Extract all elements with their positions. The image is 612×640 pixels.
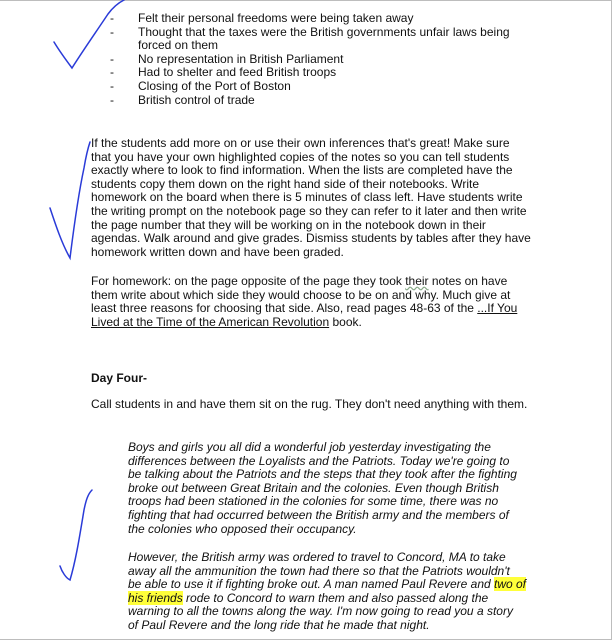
bullet-text: No representation in British Parliament (138, 51, 344, 66)
script-text-2: rode to Concord to warn them and also passed along the warning to all the towns along the way. I'm now going to read you a story of Paul Revere and the long ride that he made that night. (128, 590, 513, 632)
teacher-script-paragraph: Boys and girls you all did a wonderful job yesterday investigating the differences between the Loyalists and the Patriots. Today we're going to be talking about the Patriots and the steps that they took after the fighting broke out between Great Britain and the colonies. Even though British troops had been stationed in the colonies for some time, there was no fighting that had occurred between the British army and the members of the colonies who opposed their occupancy. (128, 440, 517, 536)
reasons-bullet-list (110, 12, 530, 107)
list-item (110, 94, 530, 108)
bullet-dash: - (110, 24, 114, 39)
bullet-dash: - (110, 11, 114, 25)
homework-text-1: For homework: on the page opposite of the page they took (91, 274, 406, 288)
script-text-1: However, the British army was ordered to travel to Concord, MA to take away all the ammunition the town had there so that the Patriots wouldn't be able to use it if fighting broke out. A man named Paul Revere and (128, 550, 510, 592)
book-title: ...If You Lived at the Time of the American Revolution (91, 301, 518, 329)
list-item (110, 80, 530, 94)
teacher-script-paragraph-2 (128, 551, 526, 633)
bullet-dash: - (110, 92, 114, 107)
bullet-text: Closing of the Port of Boston (138, 78, 291, 93)
list-item (110, 53, 530, 67)
section-heading: Day Four- (91, 371, 148, 385)
bullet-dash: - (110, 51, 114, 66)
homework-paragraph (91, 275, 531, 329)
bullet-text: British control of trade (138, 92, 255, 107)
homework-text-3: book. (329, 314, 362, 329)
checkmark-3 (60, 490, 92, 580)
bullet-text: Thought that the taxes were the British governments unfair laws being forced on them (138, 24, 510, 53)
highlighted-text: two of his friends (128, 577, 527, 605)
call-students-paragraph: Call students in and have them sit on the rug. They don't need anything with them. (91, 397, 528, 411)
bullet-dash: - (110, 65, 114, 80)
homework-text-2: notes on have them write about which side they would choose to be on and why. Much give at least three reasons for choosing that side. Also, read pages 48-63 of the (91, 274, 511, 316)
bullet-dash: - (110, 78, 114, 93)
bullet-text: Had to shelter and feed British troops (138, 65, 337, 80)
list-item (110, 26, 530, 53)
page-top-border (0, 0, 612, 1)
checkmark-2 (50, 142, 90, 258)
list-item (110, 66, 530, 80)
bullet-text: Felt their personal freedoms were being taken away (138, 11, 414, 25)
misspelled-word: their (405, 274, 429, 288)
instructions-paragraph: If the students add more on or use their own inferences that's great! Make sure that you have your own highlighted copies of the notes so you can tell students exactly where to look to find information. When the lists are completed have the students copy them down on the right hand side of their notebooks. Write homework on the board when there is 5 minutes of class left. Have students write the writing prompt on the notebook page so they can refer to it later and then write the page number that they will be working on in the notebook down in their agendas. Walk around and give grades. Dismiss students by tables after they have homework written down and have been graded. (91, 136, 531, 259)
list-item (110, 12, 530, 26)
